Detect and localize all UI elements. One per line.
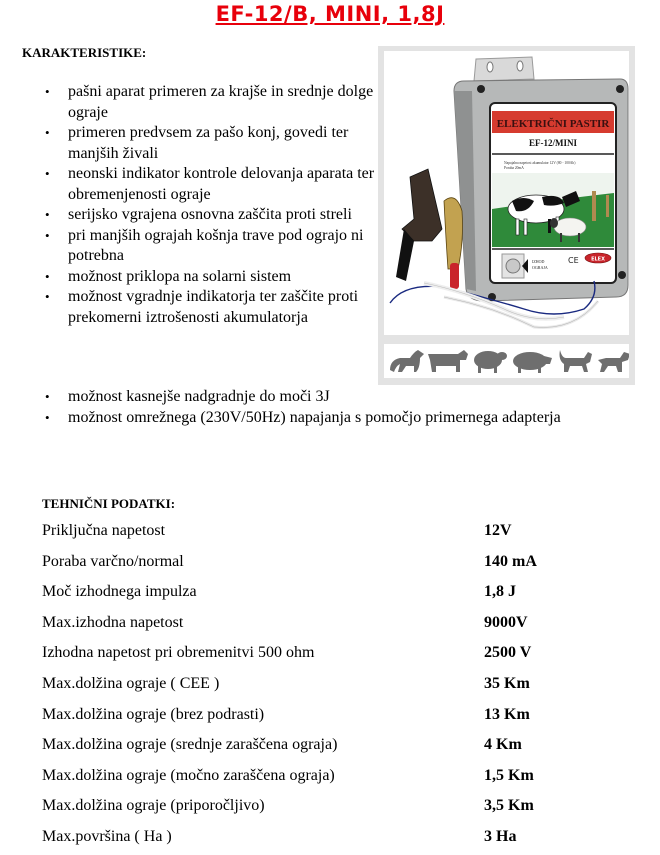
spec-value: 1,5 Km [484,766,534,784]
product-photo [384,51,629,335]
cow-icon [428,350,468,372]
spec-label: Max.dolžina ograje (srednje zaraščena ograja) [42,736,338,754]
spec-row [42,671,642,702]
feature-item: • serijsko vgrajena osnovna zaščita proti streli [40,205,375,226]
spec-row [42,763,642,794]
cat-icon [560,350,593,372]
spec-label: Max.površina ( Ha ) [42,827,172,845]
feature-item: • možnost vgradnje indikatorja ter zaščite proti prekomerni iztrošenosti akumulatorja [40,287,375,328]
spec-row [42,579,642,610]
spec-label: Max.dolžina ograje ( CEE ) [42,674,220,692]
electric-fence-device-illustration [384,51,629,335]
spec-value: 2500 V [484,644,532,662]
characteristics-list [40,82,375,328]
spec-label: Priključna napetost [42,522,166,539]
spec-value: 140 mA [484,552,537,570]
spec-row [42,549,642,580]
sheep-icon [474,351,507,373]
ce-mark: CE [568,256,579,265]
device-label-title: ELEKTRIČNI PASTIR [496,118,610,130]
characteristics-heading: KARAKTERISTIKE: [22,45,147,60]
device-label-info-2: Poraba 20mA [504,166,524,170]
product-title: EF-12/B, MINI, 1,8J [215,2,445,26]
spec-row [42,702,642,733]
spec-value: 1,8 J [484,583,516,601]
spec-row [42,518,642,549]
device-label-model: EF-12/MINI [529,138,577,148]
spec-row [42,732,642,763]
spec-label: Max.dolžina ograje (brez podrasti) [42,705,265,723]
output-label-1: IZHOD [532,259,545,264]
spec-row [42,824,642,855]
technical-heading: TEHNIČNI PODATKI: [42,496,176,511]
spec-value: 3 Ha [484,827,517,845]
spec-value: 12V [484,522,512,539]
product-image-frame [378,46,635,385]
spec-row [42,610,642,641]
spec-label: Poraba varčno/normal [42,552,184,570]
feature-item: • primeren predvsem za pašo konj, govedi ter manjših živali [40,123,375,164]
spec-label: Max.dolžina ograje (močno zaraščena ograja) [42,766,335,784]
spec-value: 9000V [484,613,528,631]
feature-item: • pri manjših ograjah košnja trave pod ograjo ni potrebna [40,226,375,267]
spec-row [42,793,642,824]
spec-value: 4 Km [484,736,522,754]
characteristics-list-continued [40,387,650,428]
feature-item: • možnost priklopa na solarni sistem [40,267,375,288]
brand-logo: ELEX [591,256,605,263]
spec-value: 35 Km [484,674,530,692]
dog-icon [598,352,629,372]
suitable-animals-strip [384,344,629,378]
spec-value: 3,5 Km [484,797,534,815]
feature-item: • možnost omrežnega (230V/50Hz) napajanja s pomočjo primernega adapterja [40,408,650,429]
spec-label: Izhodna napetost pri obremenitvi 500 ohm [42,644,315,662]
spec-row [42,640,642,671]
technical-specs-table [42,518,642,855]
feature-item: • neonski indikator kontrole delovanja aparata ter obremenjenosti ograje [40,164,375,205]
output-label-2: OGRAJA [532,265,548,270]
pig-icon [513,352,552,373]
horse-icon [390,350,424,372]
feature-item: • pašni aparat primeren za krajše in srednje dolge ograje [40,82,375,123]
spec-label: Moč izhodnega impulza [42,583,197,601]
device-label-info-1: Napajalna napetost akumulator 12V (80 - 100Ah) [504,161,576,165]
feature-item: • možnost kasnejše nadgradnje do moči 3J [40,387,650,408]
spec-label: Max.dolžina ograje (priporočljivo) [42,797,265,815]
spec-label: Max.izhodna napetost [42,613,184,631]
spec-value: 13 Km [484,705,530,723]
